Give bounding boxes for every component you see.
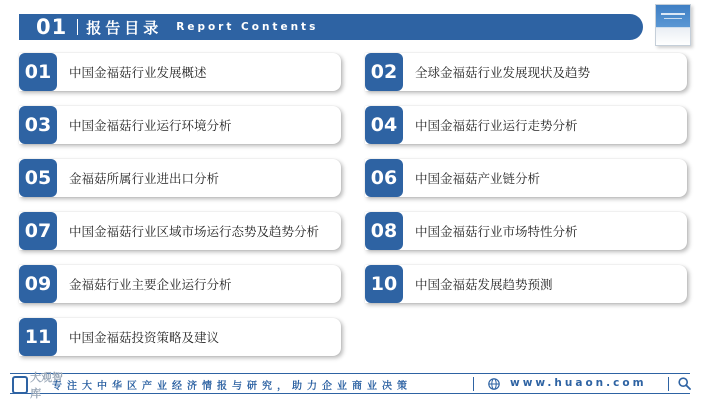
toc-label: 中国金福菇行业运行走势分析 (415, 118, 578, 133)
footer-divider (668, 377, 669, 391)
globe-icon (488, 378, 500, 390)
search-icon[interactable] (678, 377, 691, 390)
toc-label: 中国金福菇行业区域市场运行态势及趋势分析 (69, 224, 320, 239)
toc-label: 中国金福菇行业发展概述 (69, 65, 207, 80)
toc-item-07[interactable] (19, 212, 341, 250)
footer (10, 377, 693, 391)
report-cover-image (655, 4, 691, 46)
toc-label: 中国金福菇投资策略及建议 (69, 330, 220, 345)
toc-label: 中国金福菇行业运行环境分析 (69, 118, 232, 133)
toc-item-11[interactable] (19, 318, 341, 356)
toc-item-03[interactable] (19, 106, 341, 144)
footer-slogan: 专注大中华区产业经济情报与研究，助力企业商业决策 (52, 380, 412, 392)
toc-label: 金福菇所属行业进出口分析 (69, 171, 220, 186)
toc-item-08[interactable] (365, 212, 687, 250)
footer-bottom-rule (10, 393, 690, 394)
toc-label: 全球金福菇行业发展现状及趋势 (415, 65, 591, 80)
toc-number: 11 (19, 318, 57, 356)
toc-label: 中国金福菇行业市场特性分析 (415, 224, 578, 239)
toc-number: 08 (365, 212, 403, 250)
toc-item-01[interactable] (19, 53, 341, 91)
logo-watermark: 大观智库 (30, 371, 64, 400)
page-title: 报告目录 (86, 18, 163, 37)
toc-item-09[interactable] (19, 265, 341, 303)
toc-number: 09 (19, 265, 57, 303)
toc-item-10[interactable] (365, 265, 687, 303)
toc-label: 中国金福菇产业链分析 (415, 171, 541, 186)
toc-number: 03 (19, 106, 57, 144)
footer-divider (473, 377, 474, 391)
toc-label: 金福菇行业主要企业运行分析 (69, 277, 232, 292)
toc-item-05[interactable] (19, 159, 341, 197)
toc-item-02[interactable] (365, 53, 687, 91)
toc-number: 07 (19, 212, 57, 250)
toc-number: 10 (365, 265, 403, 303)
toc-number: 06 (365, 159, 403, 197)
toc-item-06[interactable] (365, 159, 687, 197)
header-number: 01 (36, 15, 68, 39)
page-subtitle: Report Contents (176, 21, 319, 33)
toc-number: 01 (19, 53, 57, 91)
toc-label: 中国金福菇发展趋势预测 (415, 277, 553, 292)
cover-title-line (661, 13, 685, 15)
toc-item-04[interactable] (365, 106, 687, 144)
toc-number: 05 (19, 159, 57, 197)
footer-top-rule (10, 373, 690, 374)
header-bar (19, 14, 643, 40)
toc-number: 02 (365, 53, 403, 91)
toc-number: 04 (365, 106, 403, 144)
header-divider (77, 19, 78, 35)
cover-subtitle-line (664, 18, 682, 19)
website-link[interactable]: www.huaon.com (510, 377, 647, 389)
